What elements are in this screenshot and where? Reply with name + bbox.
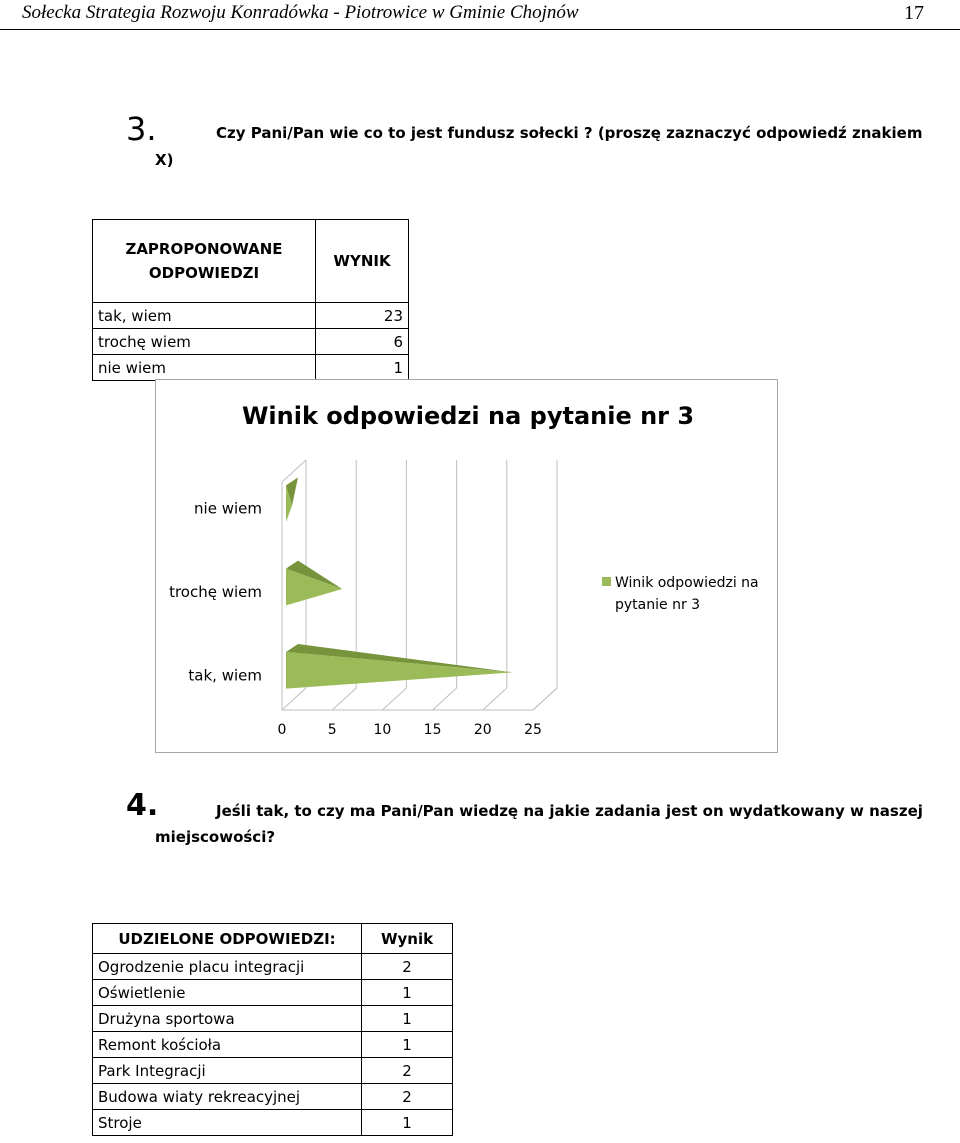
answer-label: nie wiem	[93, 355, 316, 381]
running-header	[22, 2, 940, 28]
answer-label: Stroje	[93, 1110, 362, 1136]
x-tick-label: 10	[373, 722, 392, 738]
result-column-header: WYNIK	[316, 220, 409, 303]
answer-label: trochę wiem	[93, 329, 316, 355]
answers-header-line-2: ODPOWIEDZI	[148, 264, 260, 282]
answer-value: 1	[362, 1006, 453, 1032]
chart-svg	[156, 380, 777, 752]
table-row	[93, 1006, 453, 1032]
floor-right-edge	[533, 688, 557, 710]
table-row	[93, 303, 409, 329]
document-title: Sołecka Strategia Rozwoju Konradówka - Piotrowice w Gminie Chojnów	[22, 2, 579, 23]
x-tick-label: 20	[473, 722, 492, 738]
chart-title: Winik odpowiedzi na pytanie nr 3	[241, 402, 695, 430]
table-row	[93, 1058, 453, 1084]
answers-column-header	[93, 220, 316, 303]
category-label: trochę wiem	[169, 583, 262, 601]
question-3-text: Czy Pani/Pan wie co to jest fundusz sołecki ? (proszę zaznaczyć odpowiedź znakiem	[216, 124, 923, 142]
floor-gridline	[282, 688, 306, 710]
category-label: nie wiem	[194, 499, 262, 518]
legend-swatch	[602, 577, 611, 586]
table-header-row	[93, 220, 409, 303]
floor-gridline	[483, 688, 507, 710]
question-4-text-cont: miejscowości?	[155, 828, 276, 846]
table-row	[93, 1032, 453, 1058]
table-row	[93, 329, 409, 355]
answer-value: 2	[362, 1058, 453, 1084]
floor-gridline	[382, 688, 406, 710]
answer-value: 1	[362, 980, 453, 1006]
answer-label: Oświetlenie	[93, 980, 362, 1006]
question-3-text-cont: X)	[155, 151, 174, 169]
results-chart	[155, 379, 778, 753]
chart-bars	[286, 477, 513, 688]
answer-label: Budowa wiaty rekreacyjnej	[93, 1084, 362, 1110]
page-number: 17	[904, 2, 924, 24]
result-column-header: Wynik	[362, 924, 453, 954]
answer-value: 1	[316, 355, 409, 381]
answer-value: 2	[362, 1084, 453, 1110]
table-row	[93, 980, 453, 1006]
table-header-row	[93, 924, 453, 954]
question-3-number: 3.	[126, 110, 157, 148]
question-4-text: Jeśli tak, to czy ma Pani/Pan wiedzę na jakie zadania jest on wydatkowany w naszej	[216, 802, 923, 820]
floor-gridline	[433, 688, 457, 710]
chart-legend	[602, 575, 759, 613]
floor-gridline	[332, 688, 356, 710]
table-row	[93, 355, 409, 381]
answer-value: 23	[316, 303, 409, 329]
question-4-number: 4.	[126, 788, 159, 823]
answer-label: Remont kościoła	[93, 1032, 362, 1058]
answer-label: tak, wiem	[93, 303, 316, 329]
answer-label: Park Integracji	[93, 1058, 362, 1084]
legend-line-2: pytanie nr 3	[615, 597, 701, 613]
table-row	[93, 1110, 453, 1136]
answer-value: 1	[362, 1110, 453, 1136]
chart-labels	[169, 500, 542, 738]
answer-value: 2	[362, 954, 453, 980]
question-4-table	[92, 923, 453, 1136]
table-row	[93, 1084, 453, 1110]
x-tick-label: 15	[423, 722, 442, 738]
header-rule	[0, 29, 960, 30]
x-tick-label: 25	[524, 722, 542, 738]
answer-label: Drużyna sportowa	[93, 1006, 362, 1032]
answers-header-line-1: ZAPROPONOWANE	[125, 240, 283, 258]
answer-value: 6	[316, 329, 409, 355]
category-label: tak, wiem	[188, 666, 262, 685]
x-tick-label: 5	[327, 722, 337, 738]
legend-line-1: Winik odpowiedzi na	[615, 575, 759, 591]
answer-value: 1	[362, 1032, 453, 1058]
table-row	[93, 954, 453, 980]
x-tick-label: 0	[277, 722, 287, 738]
answer-label: Ogrodzenie placu integracji	[93, 954, 362, 980]
question-3-table	[92, 219, 409, 381]
side-wall-top	[282, 460, 306, 482]
answers-column-header: UDZIELONE ODPOWIEDZI:	[93, 924, 362, 954]
